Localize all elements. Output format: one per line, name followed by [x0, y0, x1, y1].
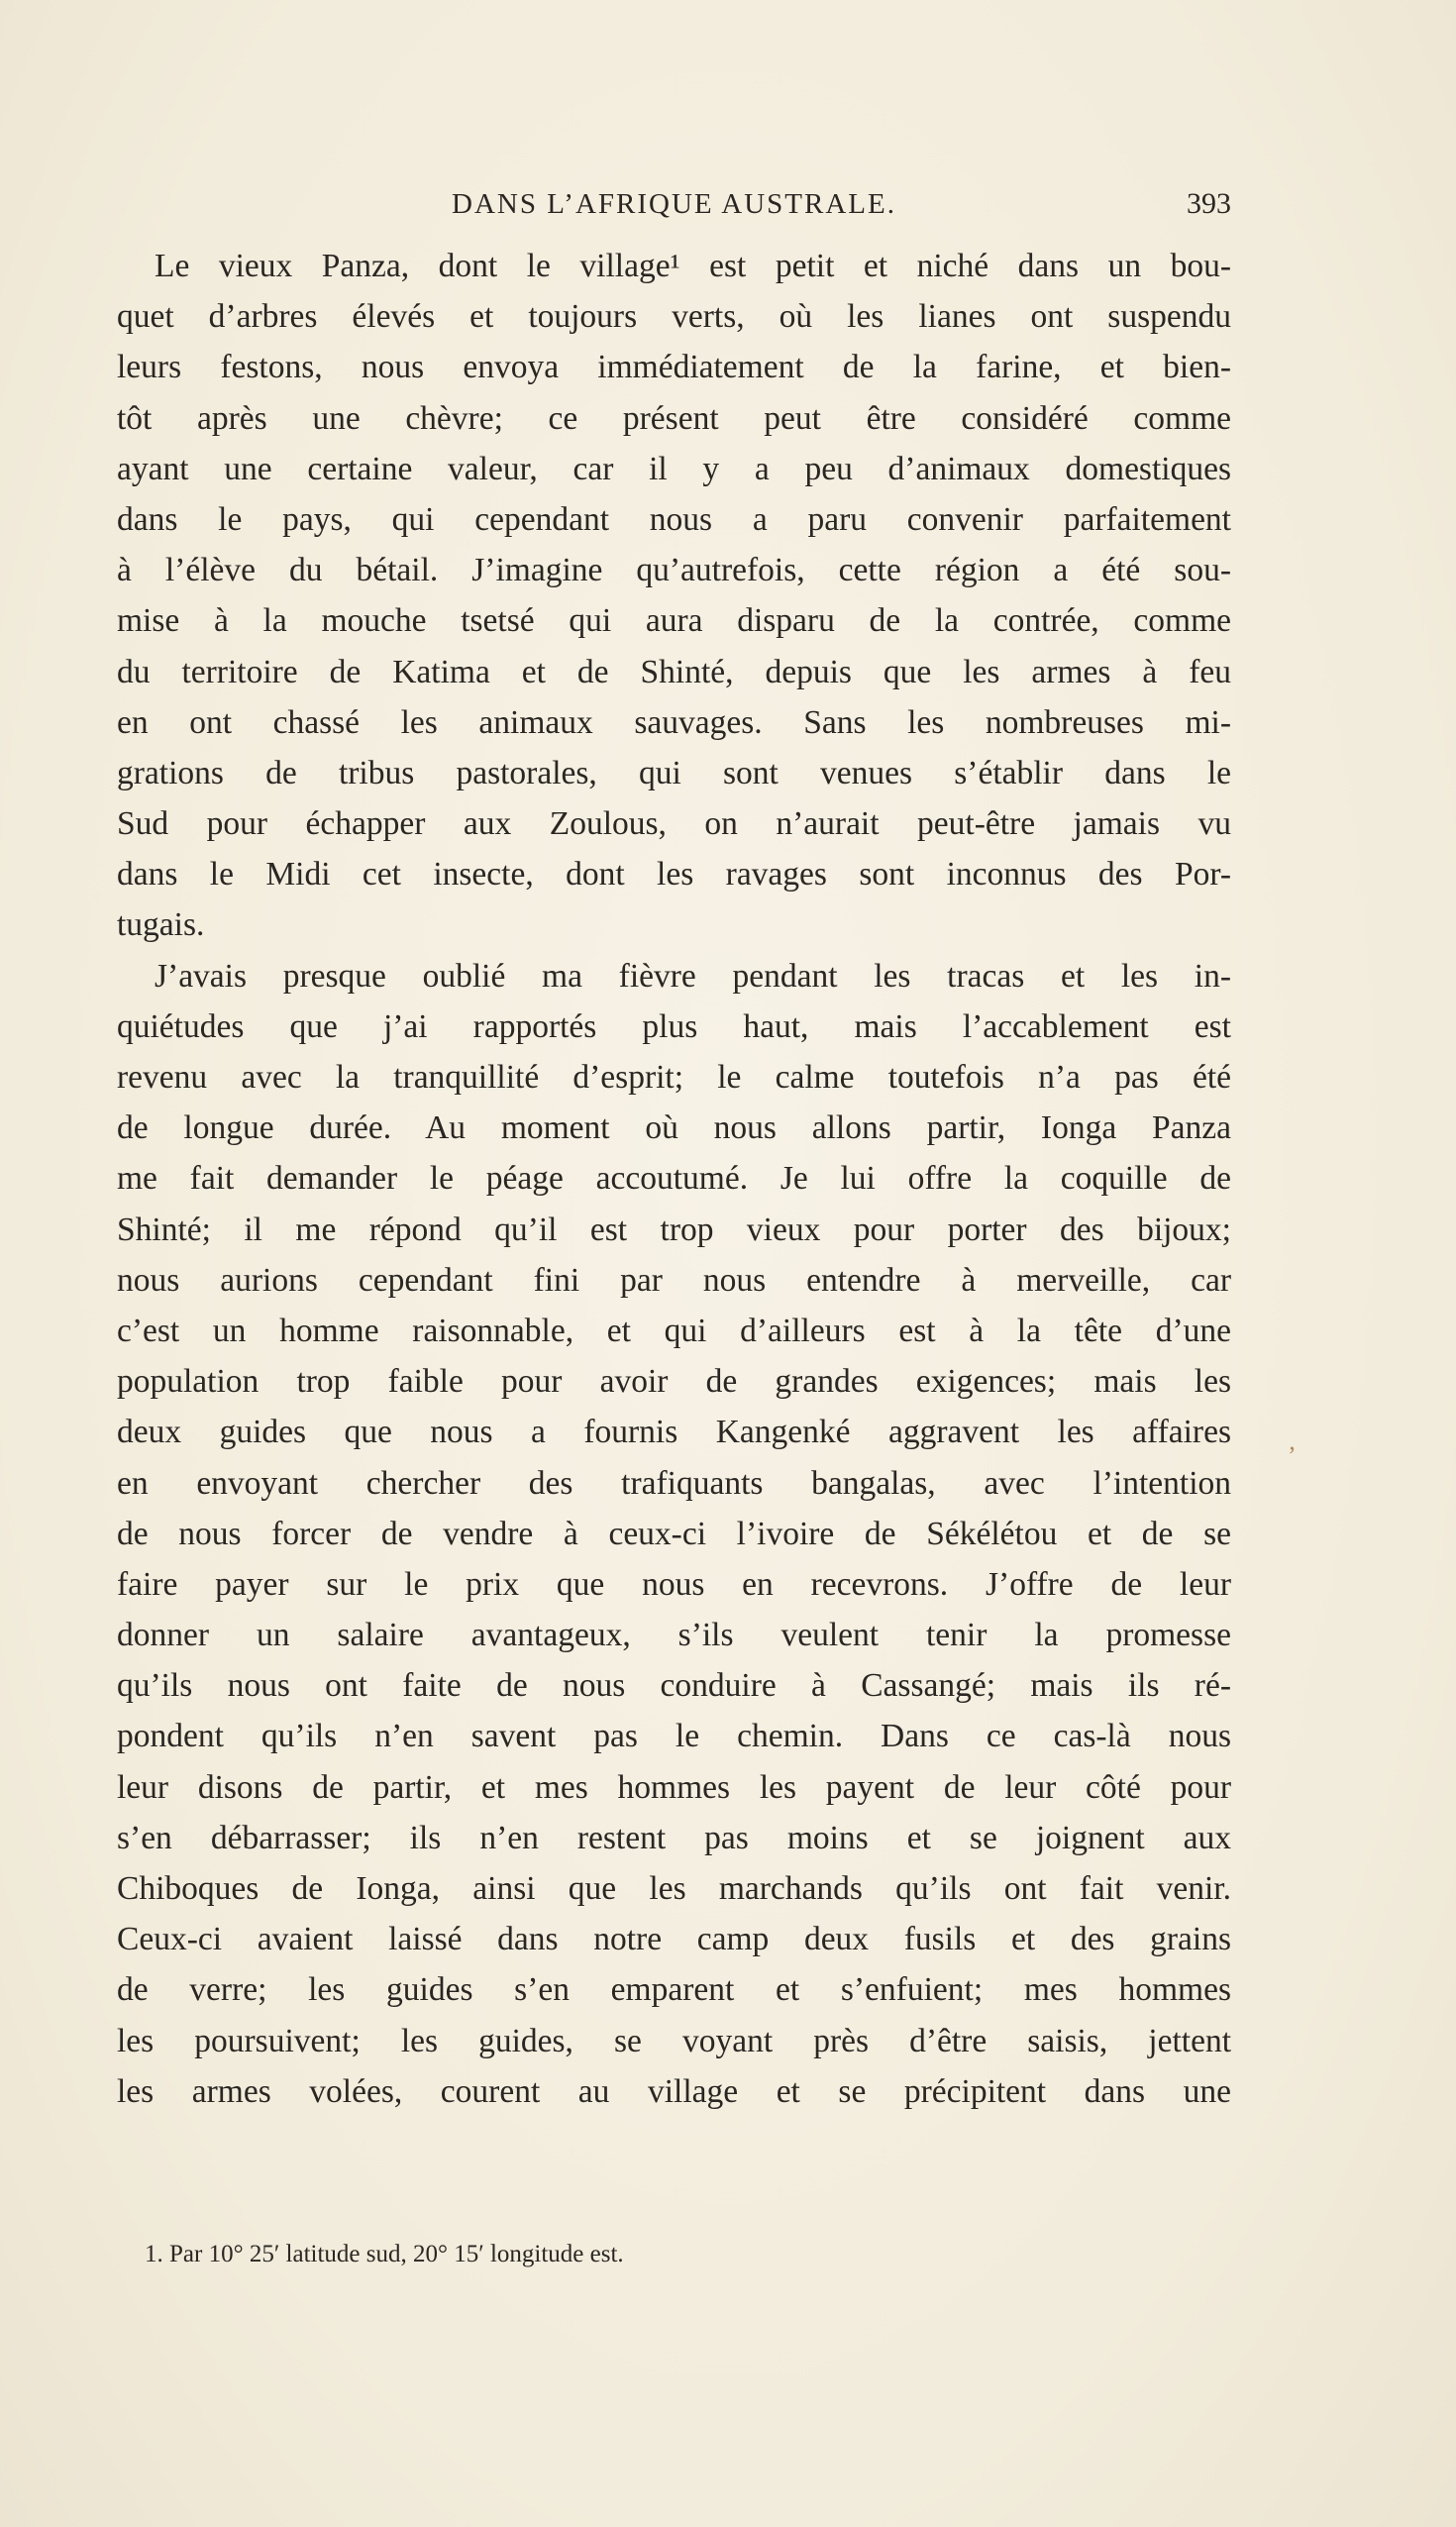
text-line: qu’ils nous ont faite de nous conduire à Cassangé; mais ils ré-	[117, 1667, 1231, 1705]
text-line: dans le Midi cet insecte, dont les ravages sont inconnus des Por-	[117, 856, 1231, 894]
running-title: DANS L’AFRIQUE AUSTRALE.	[452, 188, 896, 220]
text-line: en envoyant chercher des trafiquants bangalas, avec l’intention	[117, 1464, 1231, 1502]
text-line: s’en débarrasser; ils n’en restent pas moins et se joignent aux	[117, 1819, 1231, 1856]
ink-speck: ʼ	[1288, 1441, 1297, 1470]
footnote: 1. Par 10° 25′ latitude sud, 20° 15′ longitude est.	[145, 2241, 624, 2267]
running-head	[117, 184, 1231, 224]
text-line: du territoire de Katima et de Shinté, depuis que les armes à feu	[117, 653, 1231, 690]
text-line: revenu avec la tranquillité d’esprit; le calme toutefois n’a pas été	[117, 1059, 1231, 1096]
body-text	[117, 241, 1231, 2117]
text-line: c’est un homme raisonnable, et qui d’ailleurs est à la tête d’une	[117, 1312, 1231, 1349]
text-line: leur disons de partir, et mes hommes les payent de leur côté pour	[117, 1768, 1231, 1806]
text-line: pondent qu’ils n’en savent pas le chemin. Dans ce cas-là nous	[117, 1718, 1231, 1755]
text-line: de nous forcer de vendre à ceux-ci l’ivoire de Sékélétou et de se	[117, 1515, 1231, 1552]
text-line: Sud pour échapper aux Zoulous, on n’aurait peut-être jamais vu	[117, 805, 1231, 843]
text-line: J’avais presque oublié ma fièvre pendant les tracas et les in-	[155, 957, 1231, 995]
text-line: quiétudes que j’ai rapportés plus haut, mais l’accablement est	[117, 1007, 1231, 1045]
text-line: mise à la mouche tsetsé qui aura disparu de la contrée, comme	[117, 602, 1231, 640]
text-line: de longue durée. Au moment où nous allons partir, Ionga Panza	[117, 1109, 1231, 1147]
text-line: en ont chassé les animaux sauvages. Sans les nombreuses mi-	[117, 703, 1231, 741]
text-line: donner un salaire avantageux, s’ils veulent tenir la promesse	[117, 1617, 1231, 1654]
text-line: tugais.	[117, 906, 205, 944]
text-line: Ceux-ci avaient laissé dans notre camp deux fusils et des grains	[117, 1921, 1231, 1958]
text-line: grations de tribus pastorales, qui sont venues s’établir dans le	[117, 754, 1231, 791]
text-line: faire payer sur le prix que nous en recevrons. J’offre de leur	[117, 1565, 1231, 1603]
text-line: Le vieux Panza, dont le village¹ est petit et niché dans un bou-	[155, 248, 1231, 284]
text-line: tôt après une chèvre; ce présent peut être considéré comme	[117, 399, 1231, 437]
text-line: dans le pays, qui cependant nous a paru convenir parfaitement	[117, 500, 1231, 538]
text-line: de verre; les guides s’en emparent et s’enfuient; mes hommes	[117, 1971, 1231, 2009]
text-line: me fait demander le péage accoutumé. Je lui offre la coquille de	[117, 1160, 1231, 1198]
text-line: les poursuivent; les guides, se voyant près d’être saisis, jettent	[117, 2022, 1231, 2059]
text-line: quet d’arbres élevés et toujours verts, où les lianes ont suspendu	[117, 298, 1231, 336]
text-line: deux guides que nous a fournis Kangenké aggravent les affaires	[117, 1414, 1231, 1451]
page-number: 393	[1187, 187, 1231, 220]
text-line: nous aurions cependant fini par nous entendre à merveille, car	[117, 1261, 1231, 1299]
text-line: ayant une certaine valeur, car il y a peu d’animaux domestiques	[117, 450, 1231, 487]
text-line: population trop faible pour avoir de grandes exigences; mais les	[117, 1363, 1231, 1401]
text-line: Shinté; il me répond qu’il est trop vieux pour porter des bijoux;	[117, 1211, 1231, 1248]
text-line: à l’élève du bétail. J’imagine qu’autrefois, cette région a été sou-	[117, 552, 1231, 589]
text-line: leurs festons, nous envoya immédiatement de la farine, et bien-	[117, 349, 1231, 386]
text-line: les armes volées, courent au village et se précipitent dans une	[117, 2072, 1231, 2110]
text-line: Chiboques de Ionga, ainsi que les marchands qu’ils ont fait venir.	[117, 1870, 1231, 1907]
